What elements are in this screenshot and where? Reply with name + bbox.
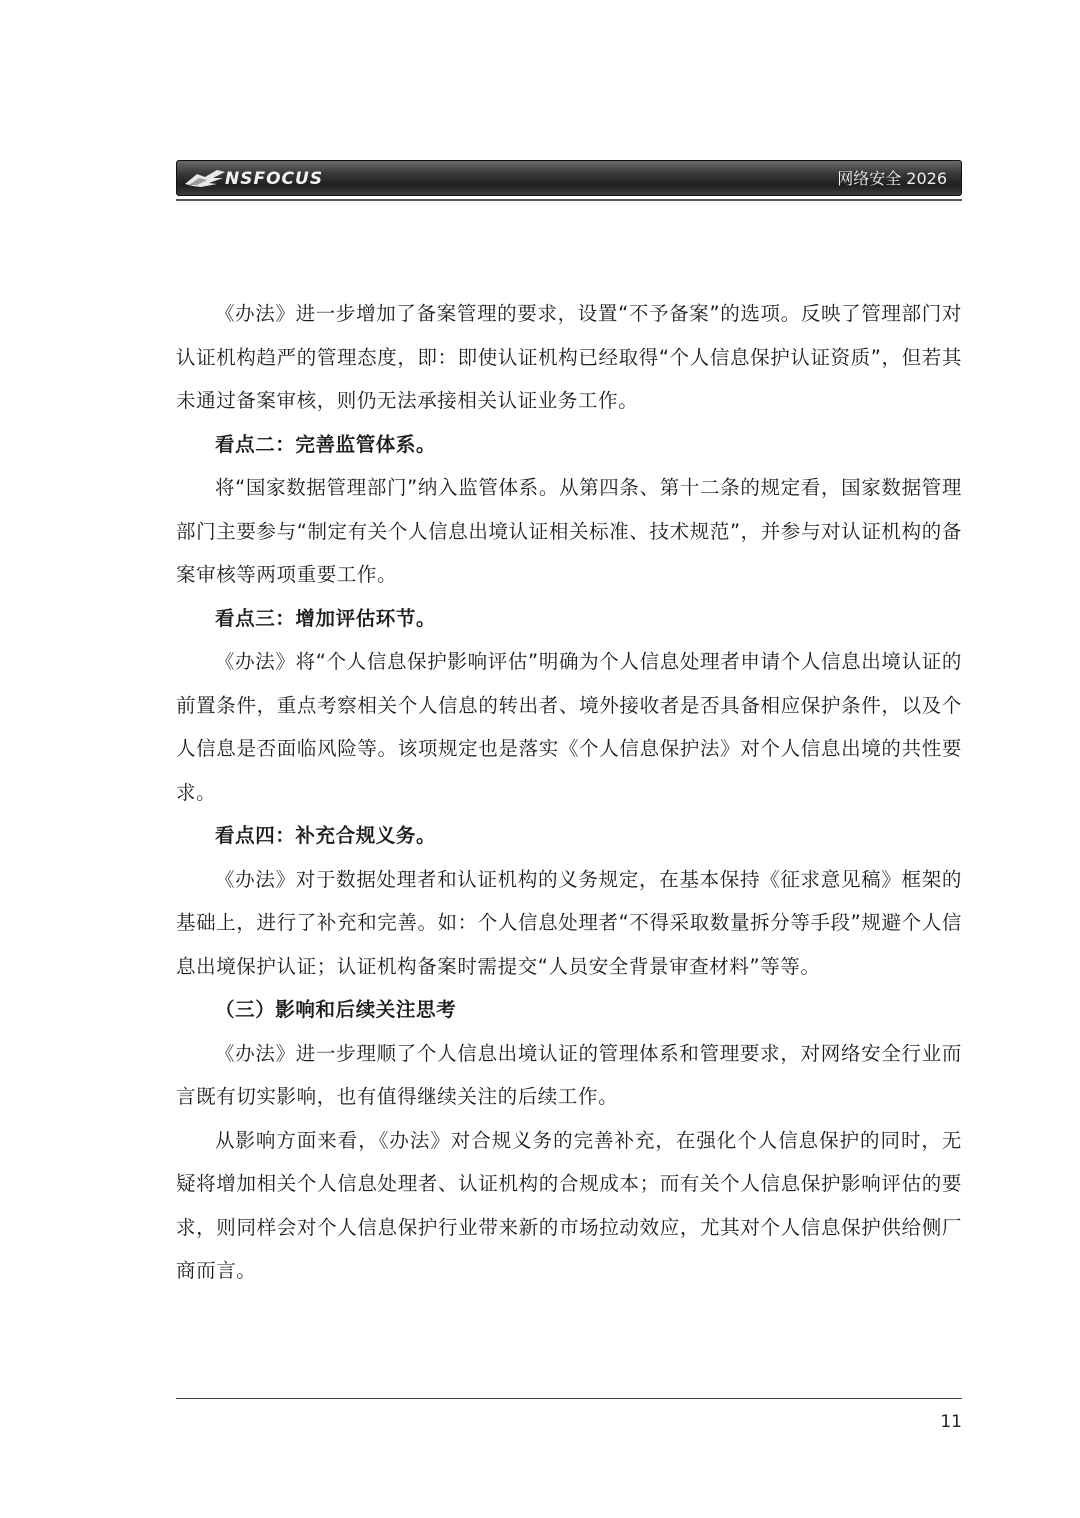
paragraph: 将“国家数据管理部门”纳入监管体系。从第四条、第十二条的规定看，国家数据管理部门主要参与“制定有关个人信息出境认证相关标准、技术规范”，并参与对认证机构的备案审核等两项重要工作。 xyxy=(176,476,962,586)
section-heading: （三）影响和后续关注思考 xyxy=(215,998,457,1021)
header-underline xyxy=(176,199,962,201)
publication-title: 网络安全 2026 xyxy=(837,169,947,188)
nsfocus-eagle-icon xyxy=(183,166,227,192)
header-bar xyxy=(176,160,962,196)
page-number: 11 xyxy=(940,1412,962,1432)
paragraph: 从影响方面来看，《办法》对合规义务的完善补充，在强化个人信息保护的同时，无疑将增加相关个人信息处理者、认证机构的合规成本；而有关个人信息保护影响评估的要求，则同样会对个人信息保护行业带来新的市场拉动效应，尤其对个人信息保护供给侧厂商而言。 xyxy=(176,1128,962,1282)
logo-text: NSFOCUS xyxy=(225,169,324,189)
paragraph: 《办法》进一步理顺了个人信息出境认证的管理体系和管理要求，对网络安全行业而言既有切实影响，也有值得继续关注的后续工作。 xyxy=(176,1041,962,1108)
paragraph: 《办法》进一步增加了备案管理的要求，设置“不予备案”的选项。反映了管理部门对认证机构趋严的管理态度，即：即使认证机构已经取得“个人信息保护认证资质”，但若其未通过备案审核，则仍无法承接相关认证业务工作。 xyxy=(176,302,962,412)
paragraph: 《办法》对于数据处理者和认证机构的义务规定，在基本保持《征求意见稿》框架的基础上，进行了补充和完善。如：个人信息处理者“不得采取数量拆分等手段”规避个人信息出境保护认证；认证机构备案时需提交“人员安全背景审查材料”等等。 xyxy=(176,867,962,978)
section-heading: 看点二：完善监管体系。 xyxy=(215,432,437,456)
section-heading: 看点四：补充合规义务。 xyxy=(215,824,437,847)
paragraph: 《办法》将“个人信息保护影响评估”明确为个人信息处理者申请个人信息出境认证的前置条件，重点考察相关个人信息的转出者、境外接收者是否具备相应保护条件，以及个人信息是否面临风险等。该项规定也是落实《个人信息保护法》对个人信息出境的共性要求。 xyxy=(176,650,962,804)
nsfocus-logo xyxy=(183,165,323,193)
footer-divider xyxy=(176,1398,962,1399)
section-heading: 看点三：增加评估环节。 xyxy=(215,606,437,630)
article-body xyxy=(176,292,962,1293)
